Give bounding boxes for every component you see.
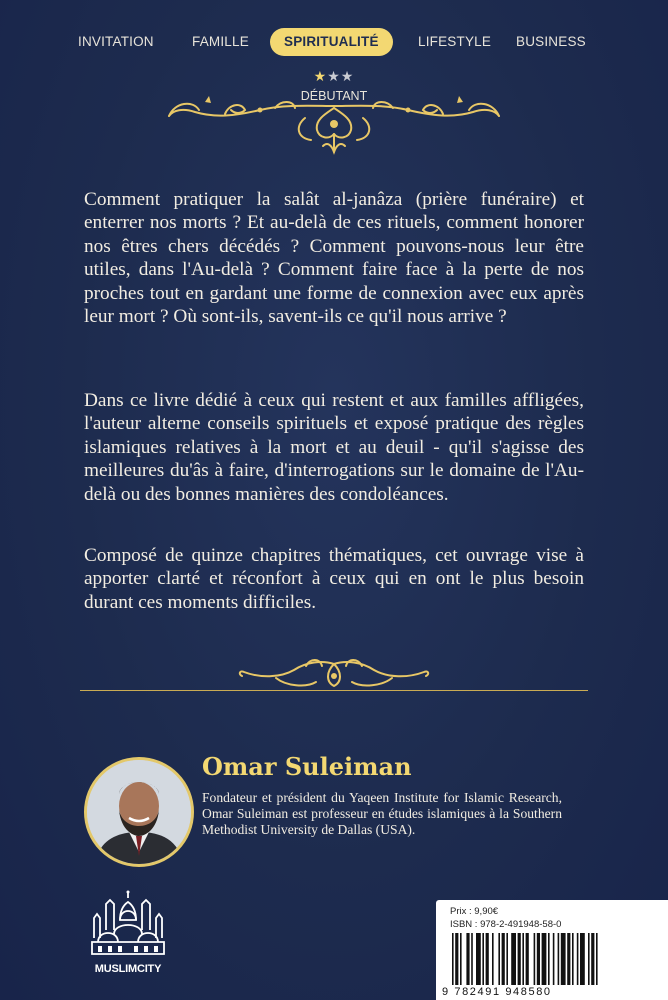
- barcode-bar: [486, 933, 489, 985]
- top-ornament-icon: [165, 96, 503, 158]
- barcode-label: [436, 900, 668, 1000]
- nav-item-invitation[interactable]: INVITATION: [78, 34, 154, 49]
- author-name: Omar Suleiman: [202, 752, 412, 781]
- barcode-digits: 9 782491 948580: [442, 986, 552, 998]
- barcode-bar: [537, 933, 540, 985]
- author-portrait-icon: [87, 760, 191, 864]
- barcode-bar: [502, 933, 505, 985]
- barcode-bar: [476, 933, 481, 985]
- description-paragraph-3: Composé de quinze chapitres thématiques, cet ouvrage vise à apporter clarté et réconfort à ceux qui en ont le plus besoin durant ces moments difficiles.: [84, 545, 584, 613]
- barcode-bar: [466, 933, 469, 985]
- barcode-bar: [567, 933, 570, 985]
- barcode-bar: [591, 933, 594, 985]
- barcode-bar: [553, 933, 555, 985]
- barcode-bar: [577, 933, 579, 985]
- barcode-bar: [482, 933, 484, 985]
- barcode-bar: [572, 933, 574, 985]
- barcode-bar: [455, 933, 458, 985]
- barcode-bar: [460, 933, 462, 985]
- barcode-bar: [506, 933, 508, 985]
- nav-item-spiritualite[interactable]: SPIRITUALITÉ: [270, 28, 393, 56]
- star-empty-icon: ★: [340, 70, 355, 85]
- star-empty-icon: ★: [327, 70, 341, 85]
- barcode-bar: [522, 933, 524, 985]
- level-label: DÉBUTANT: [300, 89, 368, 103]
- nav-item-lifestyle[interactable]: LIFESTYLE: [418, 34, 492, 49]
- barcode-icon: [450, 933, 654, 985]
- category-nav: [0, 28, 668, 58]
- barcode-bar: [526, 933, 529, 985]
- barcode-bar: [492, 933, 494, 985]
- barcode-bar: [561, 933, 566, 985]
- barcode-bar: [542, 933, 547, 985]
- barcode-bar: [596, 933, 598, 985]
- star-filled-icon: ★: [313, 70, 328, 85]
- barcode-bar: [471, 933, 473, 985]
- barcode-bar: [518, 933, 521, 985]
- author-photo: [84, 757, 194, 867]
- isbn-label: ISBN : 978-2-491948-58-0: [450, 919, 562, 930]
- price-label: Prix : 9,90€: [450, 906, 499, 917]
- barcode-bar: [511, 933, 516, 985]
- section-divider: [80, 690, 588, 691]
- nav-item-business[interactable]: BUSINESS: [516, 34, 586, 49]
- barcode-bar: [452, 933, 454, 985]
- publisher-logo-text: MUSLIMCITY: [94, 963, 162, 975]
- description-paragraph-1: Comment pratiquer la salât al-janâza (prière funéraire) et enterrer nos morts ? Et au-delà de ces rituels, comment honorer nos êtres chers décédés ? Comment pouvons-nous leur être utiles, dans l'Au-delà ? Comment faire face à la perte de nos proches tout en gardant une forme de connexion avec eux après leur mort ? Où sont-ils, savent-ils ce qu'il nous arrive ?: [84, 189, 584, 328]
- publisher-logo-icon: [88, 890, 168, 990]
- barcode-bar: [534, 933, 536, 985]
- barcode-bar: [580, 933, 585, 985]
- nav-item-famille[interactable]: FAMILLE: [192, 34, 249, 49]
- middle-ornament-icon: [236, 656, 432, 698]
- star-rating: [0, 70, 668, 86]
- barcode-bar: [548, 933, 550, 985]
- barcode-bar: [498, 933, 500, 985]
- description-paragraph-2: Dans ce livre dédié à ceux qui restent et aux familles affligées, l'auteur alterne conseils spirituels et exposé pratique des règles islamiques relatives à la mort et au deuil - qu'il s'agisse des meilleures du'âs à faire, d'interrogations sur le domaine de l'Au-delà ou des bonnes manières des condoléances.: [84, 390, 584, 505]
- barcode-bar: [588, 933, 590, 985]
- author-bio: Fondateur et président du Yaqeen Institute for Islamic Research, Omar Suleiman est professeur en études islamiques à la Southern Methodist University de Dallas (USA).: [202, 790, 562, 838]
- barcode-bar: [558, 933, 560, 985]
